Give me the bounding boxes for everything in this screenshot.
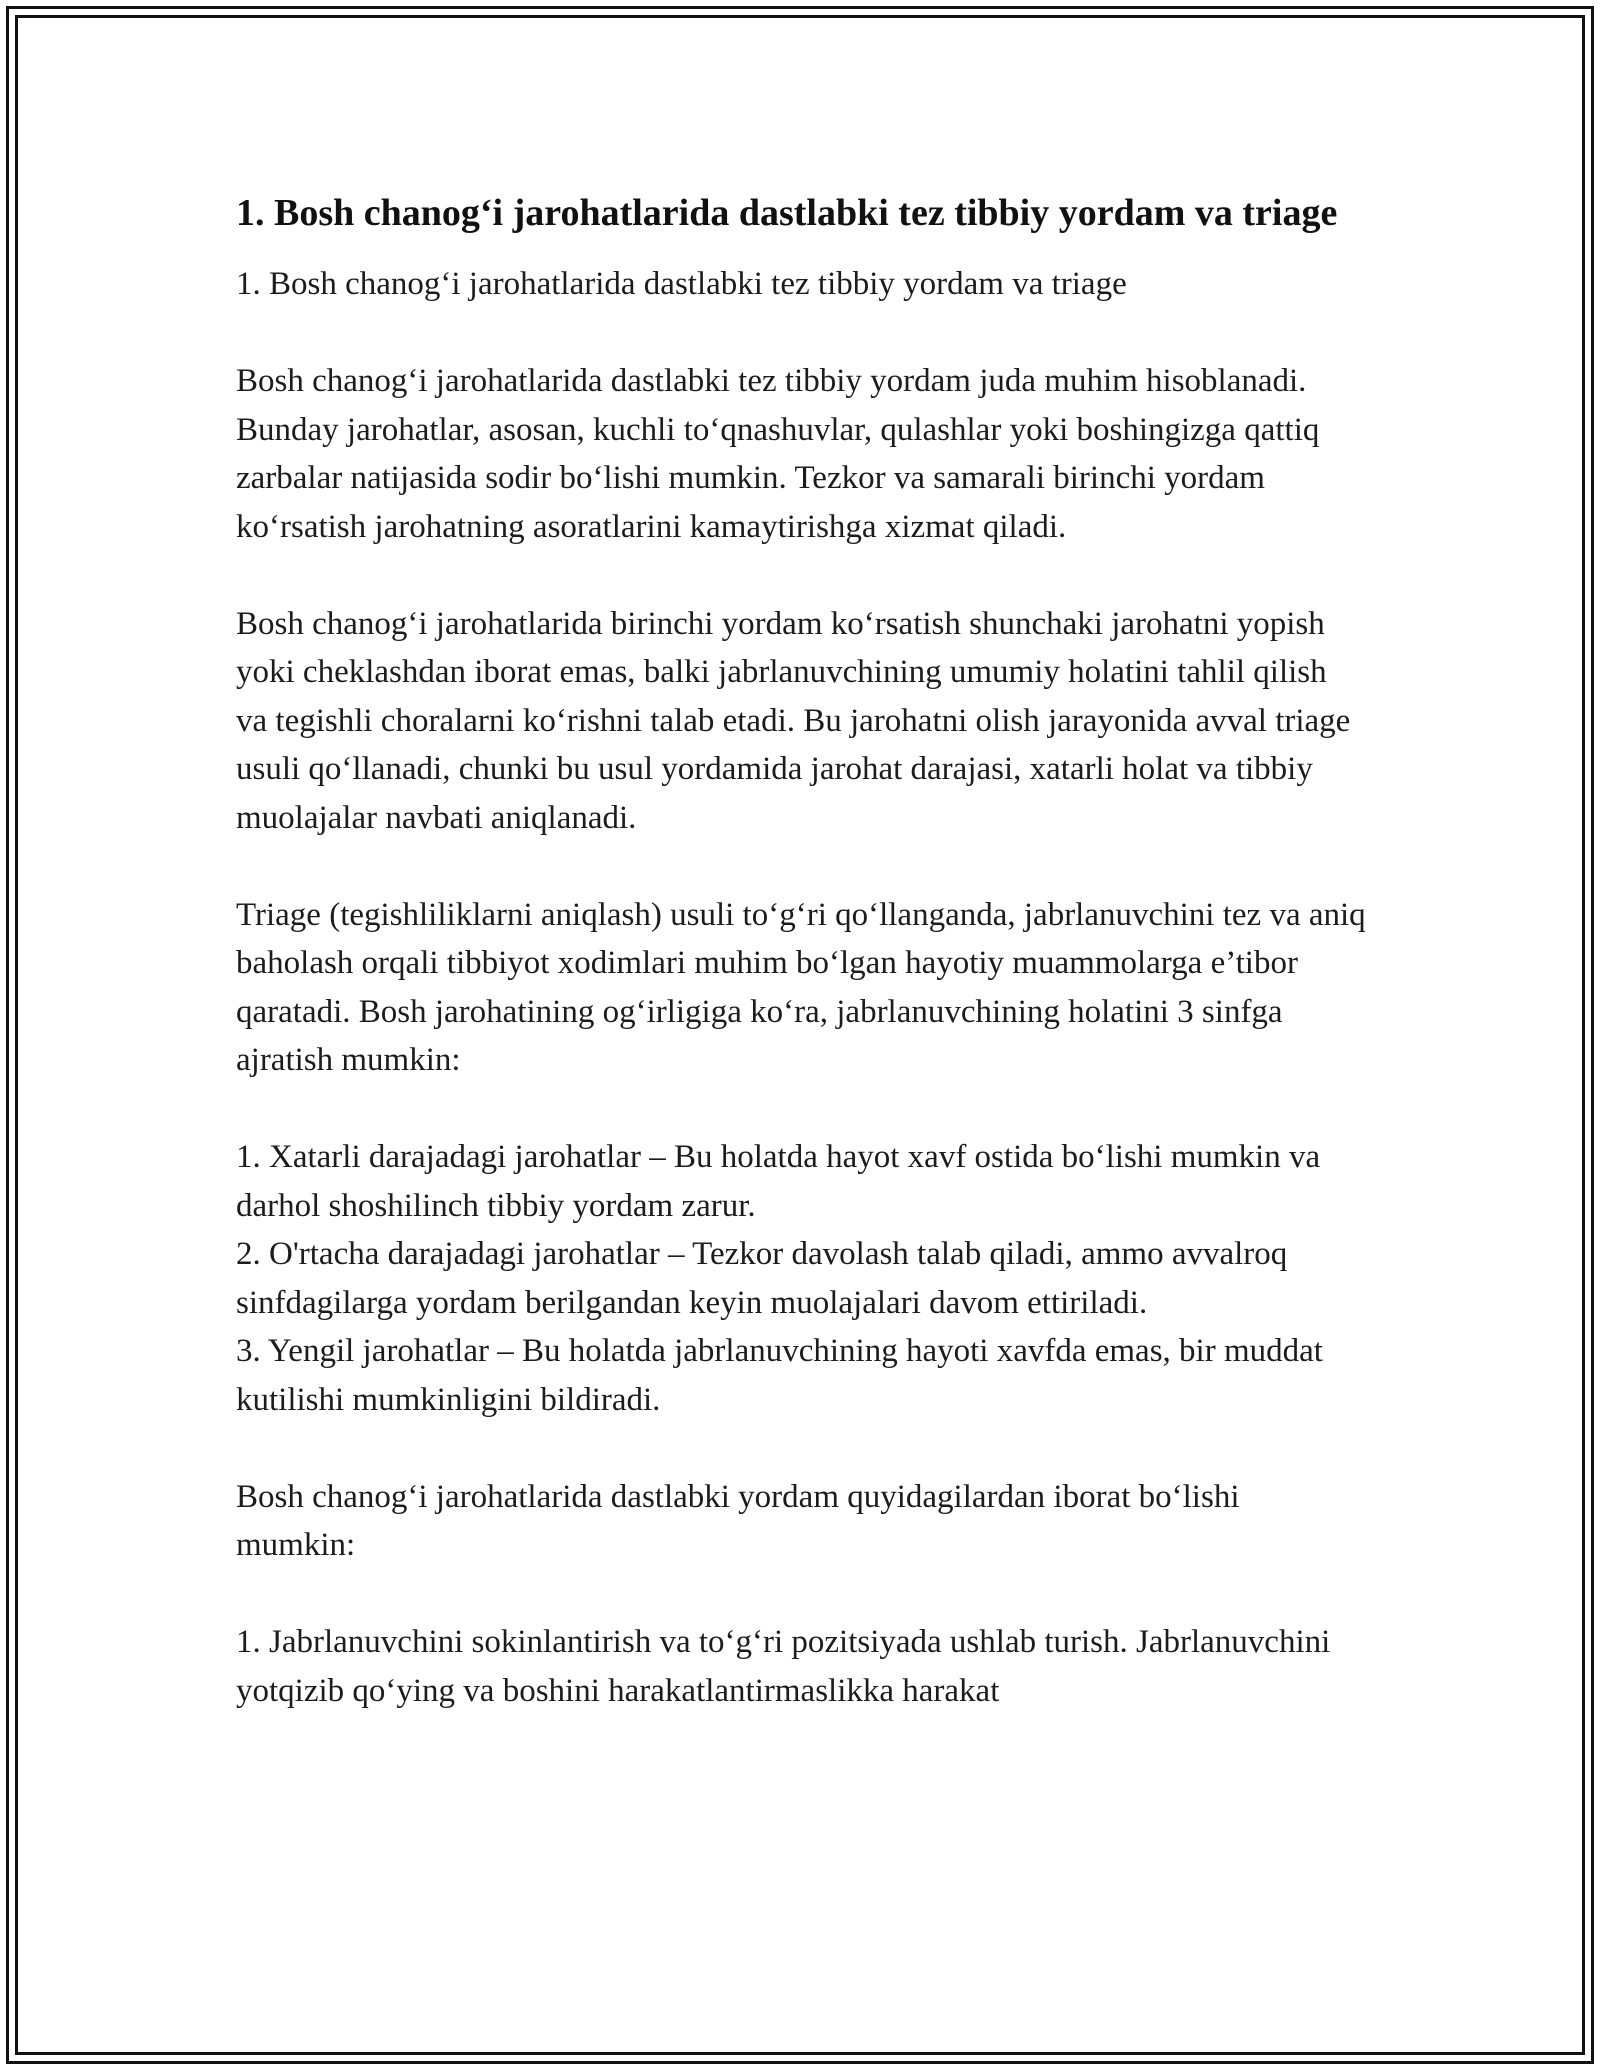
list-item: 3. Yengil jarohatlar – Bu holatda jabrlanuvchining hayoti xavfda emas, bir muddat kutilishi mumkinligini bildiradi. [236,1333,1323,1418]
paragraph-first-aid-intro: Bosh chanog‘i jarohatlarida dastlabki yordam quyidagilardan iborat bo‘lishi mumkin: [236,1478,1240,1563]
paragraph-first-aid: Bosh chanog‘i jarohatlarida birinchi yordam ko‘rsatish shunchaki jarohatni yopish yoki cheklashdan iborat emas, balki jabrlanuvchining umumiy holatini tahlil qilish va tegishli choralarni ko‘rishni talab etadi. Bu jarohatni olish jarayonida avval triage usuli qo‘llanadi, chunki bu usul yordamida jarohat darajasi, xatarli holat va tibbiy muolajalar navbati aniqlanadi. [236,605,1351,836]
document-body [236,186,1366,1715]
paragraph-spacer [236,309,1366,358]
list-item: 2. O'rtacha darajadagi jarohatlar – Tezkor davolash talab qiladi, ammo avvalroq sinfdagilarga yordam berilgandan keyin muolajalari davom ettiriladi. [236,1236,1288,1321]
paragraph-spacer [236,1424,1366,1473]
page-title: 1. Bosh chanog‘i jarohatlarida dastlabki tez tibbiy yordam va triage [236,192,1338,234]
paragraph-triage: Triage (tegishliliklarni aniqlash) usuli to‘g‘ri qo‘llanganda, jabrlanuvchini tez va aniq baholash orqali tibbiyot xodimlari muhim bo‘lgan hayotiy muammolarga e’tibor qaratadi. Bosh jarohatining og‘irligiga ko‘ra, jabrlanuvchining holatini 3 sinfga ajratish mumkin: [236,896,1366,1078]
paragraph-spacer [236,551,1366,600]
triage-list [236,1133,1366,1424]
list-item: 1. Xatarli darajadagi jarohatlar – Bu holatda hayot xavf ostida bo‘lishi mumkin va darhol shoshilinch tibbiy yordam zarur. [236,1139,1321,1224]
paragraph-spacer [236,1570,1366,1619]
paragraph-intro: Bosh chanog‘i jarohatlarida dastlabki tez tibbiy yordam juda muhim hisoblanadi. Bunday jarohatlar, asosan, kuchli to‘qnashuvlar, qulashlar yoki boshingizga qattiq zarbalar natijasida sodir bo‘lishi mumkin. Tezkor va samarali birinchi yordam ko‘rsatish jarohatning asoratlarini kamaytirishga xizmat qiladi. [236,363,1320,545]
paragraph-spacer [236,842,1366,891]
list-item: 1. Jabrlanuvchini sokinlantirish va to‘g‘ri pozitsiyada ushlab turish. Jabrlanuvchini yotqizib qo‘ying va boshini harakatlantirmaslikka harakat [236,1624,1331,1709]
subtitle-line: 1. Bosh chanog‘i jarohatlarida dastlabki tez tibbiy yordam va triage [236,266,1127,302]
paragraph-spacer [236,1085,1366,1134]
